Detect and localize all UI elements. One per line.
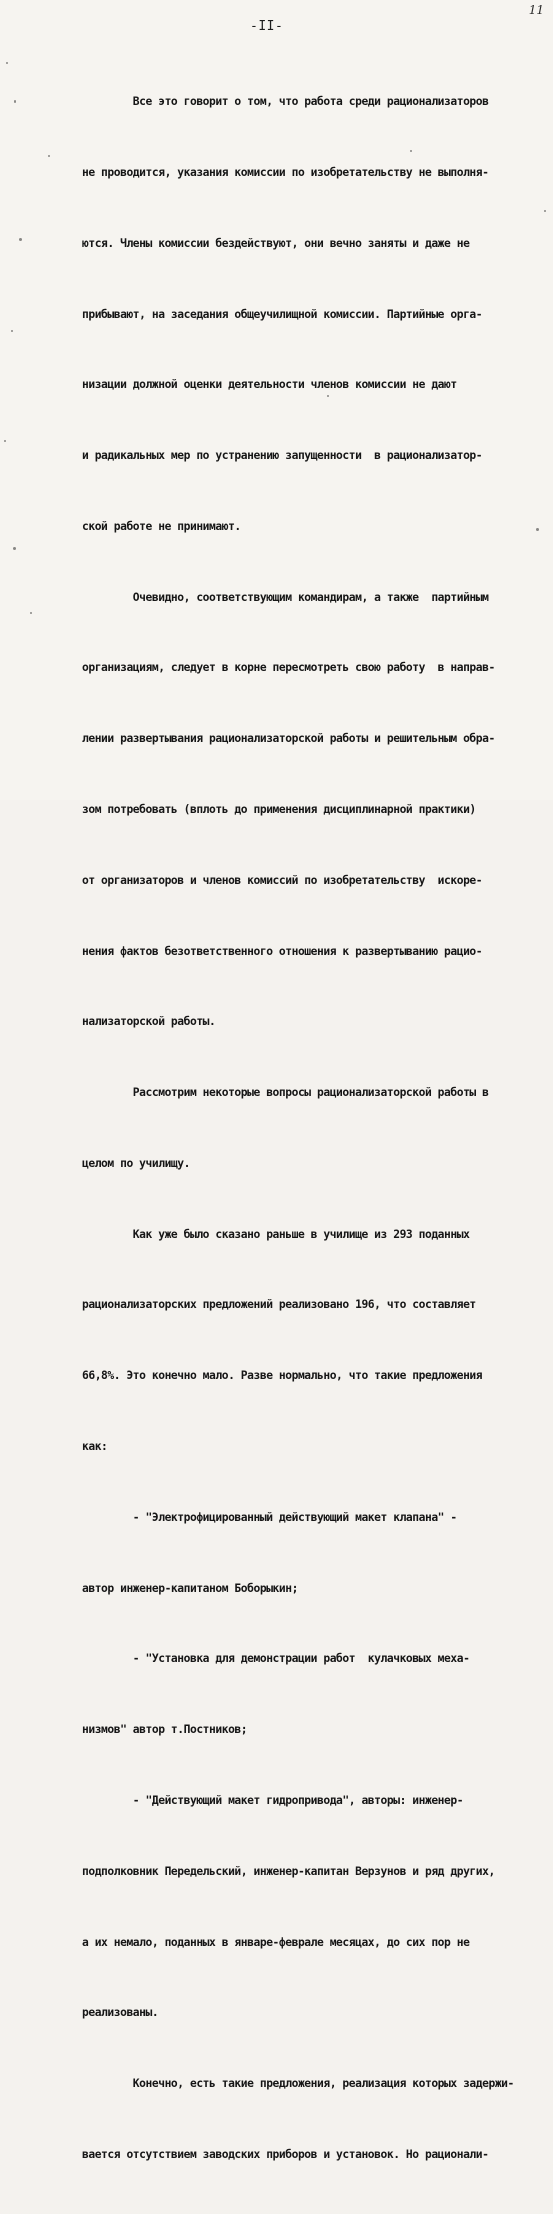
text-line: 66,8%. Это конечно мало. Разве нормально, что такие предложения [82,1369,483,1383]
text-line: Очевидно, соответствующим командирам, а также партийным [82,590,489,604]
text-line: подполковник Передельский, инженер-капитан Верзунов и ряд других, [82,1864,495,1878]
scan-speck [4,440,6,442]
scan-speck [6,62,8,64]
text-line: вается отсутствием заводских приборов и установок. Но рационали- [82,2147,489,2161]
text-line: ской работе не принимают. [82,519,241,533]
scan-speck [11,330,13,332]
scan-speck [13,547,16,550]
text-line: нения фактов безответственного отношения к развертыванию рацио- [82,944,483,958]
archive-sheet-number: 11 [528,3,544,17]
text-line: лении развертывания рационализаторской работы и решительным обра- [82,732,495,746]
text-line: Как уже было сказано раньше в училище из 293 поданных [82,1227,470,1241]
text-line: автор инженер-капитаном Боборыкин; [82,1581,298,1595]
scan-speck [48,155,50,157]
text-line: целом по училищу. [82,1156,190,1170]
page-number: -II- [250,19,284,34]
text-line: ются. Члены комиссии бездействуют, они вечно заняты и даже не [82,236,470,250]
scan-speck [410,150,412,152]
scan-speck [544,210,546,212]
scan-speck [14,100,16,103]
text-line: от организаторов и членов комиссий по изобретательству искоре- [82,873,483,887]
text-line: и радикальных мер по устранению запущенности в рационализатор- [82,449,483,463]
body-text [82,43,540,2214]
text-line: низации должной оценки деятельности членов комиссии не дают [82,378,457,392]
text-line: низмов" автор т.Постников; [82,1723,248,1737]
text-line: а их немало, поданных в январе-феврале месяцах, до сих пор не [82,1935,470,1949]
text-line: Конечно, есть такие предложения, реализация которых задержи- [82,2077,514,2091]
text-line: реализованы. [82,2006,159,2020]
text-line: организациям, следует в корне пересмотреть свою работу в направ- [82,661,495,675]
scan-speck [327,395,329,397]
scan-speck [536,528,539,531]
scan-speck [30,612,32,614]
text-line: нализаторской работы. [82,1015,216,1029]
text-line: - "Установка для демонстрации работ кулачковых меха- [82,1652,470,1666]
text-line: не проводится, указания комиссии по изобретательству не выполня- [82,165,489,179]
text-line: прибывают, на заседания общеучилищной комиссии. Партийные орга- [82,307,483,321]
text-line: зом потребовать (вплоть до применения дисциплинарной практики) [82,803,476,816]
text-line: Все это говорит о том, что работа среди рационализаторов [82,95,489,109]
text-line: как: [82,1440,108,1454]
text-line: - "Действующий макет гидропривода", авторы: инженер- [82,1793,464,1807]
text-line: рационализаторских предложений реализовано 196, что составляет [82,1298,476,1312]
text-line: Рассмотрим некоторые вопросы рационализаторской работы в [82,1086,489,1100]
scan-speck [19,238,22,241]
text-line: - "Электрофицированный действующий макет клапана" - [82,1510,457,1524]
